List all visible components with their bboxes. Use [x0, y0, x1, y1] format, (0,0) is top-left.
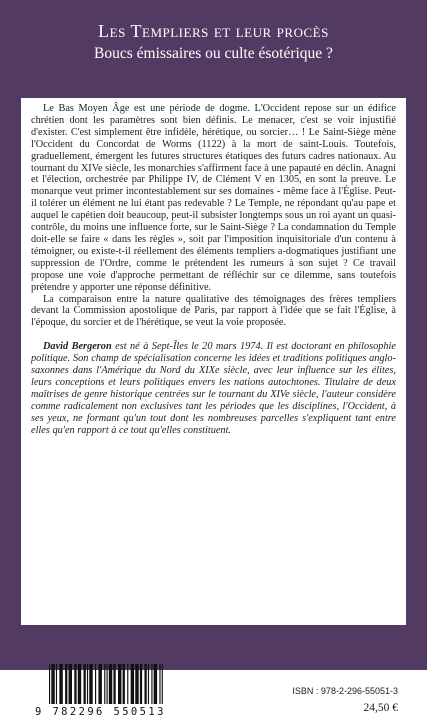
barcode-bar: [78, 664, 81, 704]
book-subtitle: Boucs émissaires ou culte ésotérique ?: [94, 45, 333, 62]
barcode-bar: [107, 664, 108, 704]
barcode-bar: [140, 664, 142, 704]
barcode-bar: [59, 664, 62, 704]
author-bio: [21, 329, 406, 436]
summary-text: [21, 98, 406, 329]
barcode-bar: [127, 664, 128, 704]
barcode-bar: [113, 664, 115, 704]
barcode-bar: [69, 664, 72, 704]
barcode-bar: [159, 664, 160, 704]
barcode-digits: 9 782296 550513: [35, 706, 166, 718]
barcode-bar: [74, 664, 76, 704]
barcode-bar: [118, 664, 121, 704]
isbn-label: ISBN : 978-2-296-55051-3: [292, 686, 398, 696]
barcode: [35, 664, 205, 722]
barcode-bar: [52, 664, 54, 704]
barcode-bar: [98, 664, 101, 704]
barcode-bar: [84, 664, 86, 704]
barcode-bar: [151, 664, 152, 704]
author-name: David Bergeron: [43, 341, 112, 353]
barcode-bar: [154, 664, 157, 704]
barcode-bar: [95, 664, 96, 704]
barcode-bar: [148, 664, 149, 704]
barcode-bar: [123, 664, 125, 704]
price-label: 24,50 €: [363, 702, 398, 714]
barcode-bar: [56, 664, 57, 704]
barcode-bar: [104, 664, 105, 704]
barcode-bar: [89, 664, 92, 704]
summary-paragraph: Le Bas Moyen Âge est une période de dogme. L'Occident repose sur un édifice chrétien dont les paramètres sont bien définis. Le menacer, c'est se voir injustifié d'exister. C'est simplement être infidèle, hérétique, ou sorcier… ! Le Saint-Siège mène l'Occident du Concordat de Worms (1122) à la mort de saint-Louis. Toutefois, graduellement, émergent les futures structures étatiques des futurs cadres nationaux. Au tournant du XIVe siècle, les monarchies s'affirment face à une papauté en déclin. Anagni et l'élection, orchestrée par Philippe IV, de Clément V en 1305, en sont la preuve. Le monarque veut primer incontestablement sur ses domaines - même face à l'Église. Peut-il tolérer un élément ne lui étant pas redevable ? Le Temple, ne répondant qu'au pape et auquel le capétien doit beaucoup, peut-il subsister longtemps sous un roi ayant un quasi-contrôle, du moins une influence forte, sur le Saint-Siège ? La condamnation du Temple doit-elle se faire « dans les règles », soit par l'imposition inquisitoriale d'un contenu à témoigner, ou existe-t-il réellement des éléments templiers a-dogmatiques justifiant une suppression de l'Ordre, comme le prétendent les rumeurs à son sujet ? Ce travail propose une voie d'approche permettant de réfléchir sur ce dilemme, sans toutefois prétendre y apporter une réponse définitive.: [31, 103, 396, 293]
barcode-bar: [109, 664, 112, 704]
barcode-bar: [65, 664, 67, 704]
book-title: Les Templiers et leur procès: [98, 21, 329, 41]
barcode-bar: [49, 664, 50, 704]
barcode-bar: [87, 664, 88, 704]
barcode-bar: [135, 664, 138, 704]
barcode-bars: [35, 664, 205, 706]
barcode-bar: [162, 664, 163, 704]
summary-paragraph: La comparaison entre la nature qualitative des témoignages des frères templiers devant la Commission apostolique de Paris, par rapport à l'idée que se fait l'Église, à l'époque, du sorcier et de l'hérétique, se veut la voie proposée.: [31, 293, 396, 329]
text-panel: [21, 98, 406, 718]
barcode-bar: [51, 664, 52, 704]
barcode-bar: [144, 664, 146, 704]
barcode-bar: [131, 664, 134, 704]
author-bio-text: est né à Sept-Îles le 20 mars 1974. Il est doctorant en philosophie politique. Son champ de spécialisation concerne les idées et traditions politiques anglo-saxonnes dans l'Amérique du Nord du XIXe siècle, avec leur influence sur les élites, leurs conceptions et leurs politiques envers les nations autochtones. Titulaire de deux maîtrises de genre historique centrées sur le tournant du XIVe siècle, l'auteur considère comme radicalement non exclusives tant les périodes que les disciplines, l'Occident, à ses yeux, ne formant qu'un tout dont les nombreuses parcelles s'expliquent tant entre elles qu'en rapport à ce tout qu'elles constituent.: [31, 341, 396, 436]
